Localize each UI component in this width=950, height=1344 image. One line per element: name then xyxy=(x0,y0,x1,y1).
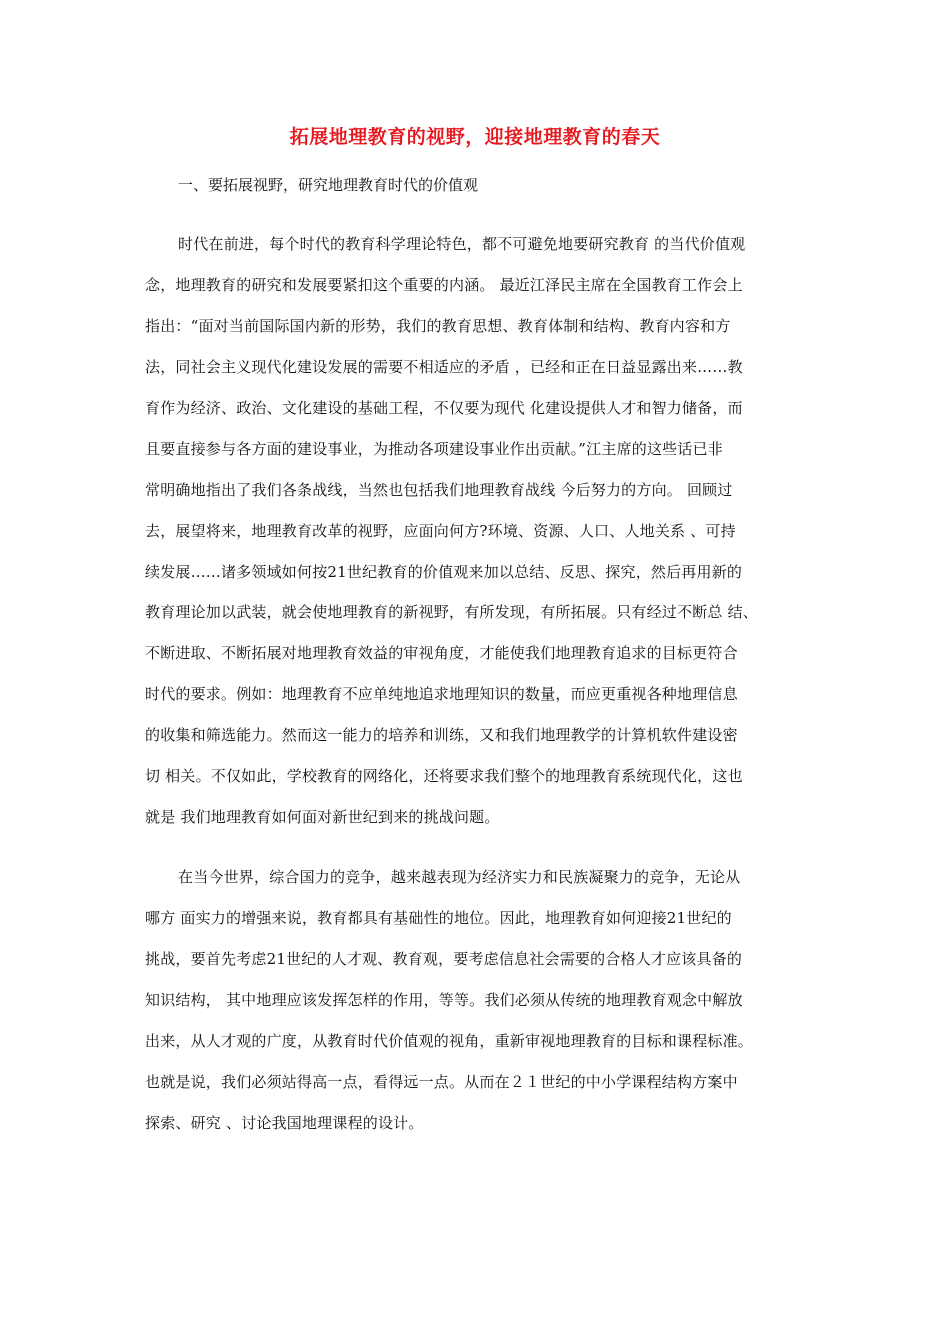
paragraph-line: 教育理论加以武装，就会使地理教育的新视野，有所发现，有所拓展。只有经过不断总 结、 xyxy=(145,603,758,621)
paragraph-line: 切 相关。不仅如此，学校教育的网络化，还将要求我们整个的地理教育系统现代化，这也 xyxy=(145,767,743,785)
paragraph-line: 也就是说，我们必须站得高一点，看得远一点。从而在２１世纪的中小学课程结构方案中 xyxy=(145,1073,738,1091)
paragraph-line: 指出：“面对当前国际国内新的形势，我们的教育思想、教育体制和结构、教育内容和方 xyxy=(145,317,731,335)
paragraph-line: 时代在前进，每个时代的教育科学理论特色，都不可避免地要研究教育 的当代价值观 xyxy=(178,235,746,253)
document-title: 拓展地理教育的视野，迎接地理教育的春天 xyxy=(289,126,661,148)
paragraph-line: 续发展……诸多领域如何按21世纪教育的价值观来加以总结、反思、探究，然后再用新的 xyxy=(145,563,743,581)
paragraph-line: 育作为经济、政治、文化建设的基础工程，不仅要为现代 化建设提供人才和智力储备，而 xyxy=(145,399,743,417)
paragraph-line: 去，展望将来，地理教育改革的视野，应面向何方?环境、资源、人口、人地关系 、可持 xyxy=(145,522,736,540)
paragraph-line: 挑战，要首先考虑21世纪的人才观、教育观，要考虑信息社会需要的合格人才应该具备的 xyxy=(145,950,743,968)
paragraph-line: 知识结构， 其中地理应该发挥怎样的作用，等等。我们必须从传统的地理教育观念中解放 xyxy=(145,991,743,1009)
paragraph-line: 时代的要求。例如：地理教育不应单纯地追求地理知识的数量，而应更重视各种地理信息 xyxy=(145,685,738,703)
section-heading: 一、要拓展视野，研究地理教育时代的价值观 xyxy=(178,176,479,194)
paragraph-line: 且要直接参与各方面的建设事业，为推动各项建设事业作出贡献。”江主席的这些话已非 xyxy=(145,440,723,458)
paragraph-line: 在当今世界，综合国力的竞争，越来越表现为经济实力和民族凝聚力的竞争，无论从 xyxy=(178,868,741,886)
paragraph-line: 探索、研究 、讨论我国地理课程的设计。 xyxy=(145,1114,424,1132)
paragraph-line: 就是 我们地理教育如何面对新世纪到来的挑战问题。 xyxy=(145,808,500,826)
paragraph-line: 出来，从人才观的广度，从教育时代价值观的视角，重新审视地理教育的目标和课程标准。 xyxy=(145,1032,754,1050)
paragraph-line: 念，地理教育的研究和发展要紧扣这个重要的内涵。 最近江泽民主席在全国教育工作会上 xyxy=(145,276,743,294)
paragraph-line: 的收集和筛选能力。然而这一能力的培养和训练，又和我们地理教学的计算机软件建设密 xyxy=(145,726,738,744)
paragraph-line: 哪方 面实力的增强来说，教育都具有基础性的地位。因此，地理教育如何迎接21世纪的 xyxy=(145,909,732,927)
paragraph-line: 法，同社会主义现代化建设发展的需要不相适应的矛盾 ，已经和正在日益显露出来……教 xyxy=(145,358,743,376)
paragraph-line: 常明确地指出了我们各条战线，当然也包括我们地理教育战线 今后努力的方向。 回顾过 xyxy=(145,481,733,499)
paragraph-line: 不断进取、不断拓展对地理教育效益的审视角度，才能使我们地理教育追求的目标更符合 xyxy=(145,644,738,662)
